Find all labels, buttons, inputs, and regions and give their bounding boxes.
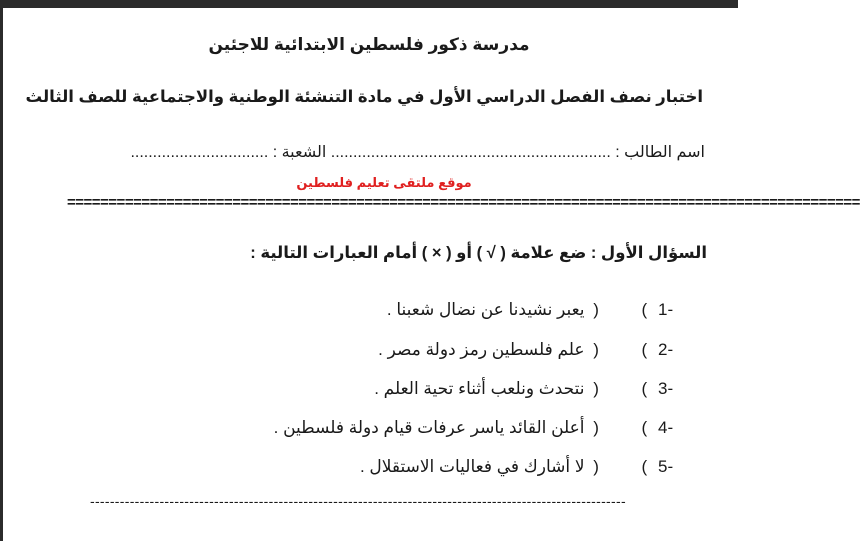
site-label: موقع ملتقى تعليم فلسطين	[296, 175, 472, 190]
footer-dash-line: ------------------------------------------------------------------------------------------------------------	[90, 493, 626, 509]
item-number: 2-	[658, 340, 674, 359]
student-info-line: اسم الطالب : ............................................................... الشعبة : ...............................	[130, 144, 705, 161]
exam-title: اختبار نصف الفصل الدراسي الأول في مادة التنشئة الوطنية والاجتماعية للصف الثالث	[25, 88, 703, 106]
answer-blank: ) (	[593, 340, 648, 359]
top-border	[0, 0, 738, 8]
item-text: أعلن القائد ياسر عرفات قيام دولة فلسطين .	[273, 418, 585, 437]
item-number: 4-	[658, 418, 674, 437]
item-text: لا أشارك في فعاليات الاستقلال .	[359, 457, 585, 476]
item-number: 5-	[658, 457, 674, 476]
item-text: يعبر نشيدنا عن نضال شعبنا .	[386, 300, 585, 319]
school-name: مدرسة ذكور فلسطين الابتدائية للاجئين	[208, 35, 530, 54]
question-item	[374, 379, 688, 399]
answer-blank: ) (	[593, 379, 648, 398]
separator-rule: ================================================================================================	[67, 194, 860, 211]
answer-blank: ) (	[593, 457, 648, 476]
item-number: 3-	[658, 379, 674, 398]
question-item	[387, 300, 688, 320]
question-item	[360, 457, 688, 477]
answer-blank: ) (	[593, 300, 648, 319]
item-text: نتحدث ونلعب أثناء تحية العلم .	[374, 379, 585, 398]
item-text: علم فلسطين رمز دولة مصر .	[378, 340, 585, 359]
question-item	[274, 418, 688, 438]
item-number: 1-	[658, 300, 674, 319]
question-item	[378, 340, 688, 360]
question-title: السؤال الأول : ضع علامة ( √ ) أو ( × ) أمام العبارات التالية :	[250, 244, 707, 262]
answer-blank: ) (	[593, 418, 648, 437]
left-border	[0, 0, 3, 541]
